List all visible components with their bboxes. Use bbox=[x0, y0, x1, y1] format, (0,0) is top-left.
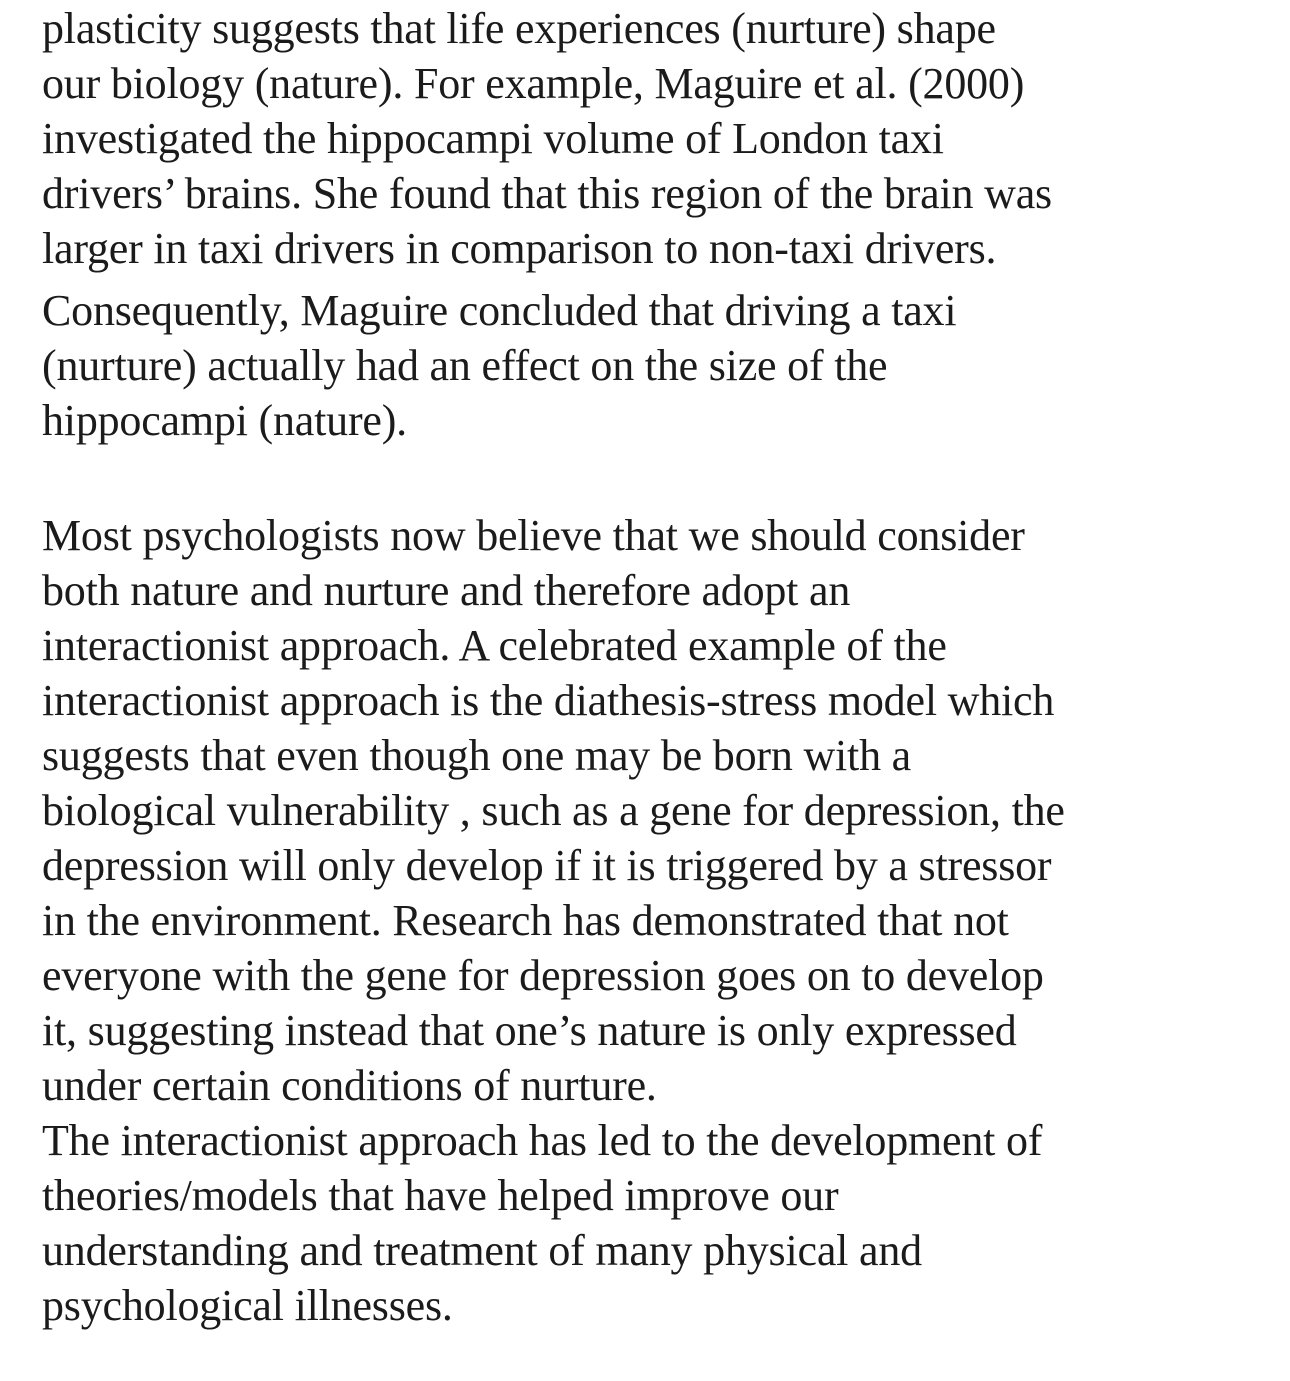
text-line: The interactionist approach has led to the development of bbox=[42, 1116, 1043, 1165]
text-line: drivers’ brains. She found that this region of the brain was bbox=[42, 169, 1052, 218]
text-line: Most psychologists now believe that we should consider bbox=[42, 511, 1025, 560]
text-line: suggests that even though one may be born with a bbox=[42, 731, 912, 780]
text-line: in the environment. Research has demonstrated that not bbox=[42, 896, 1009, 945]
text-line: under certain conditions of nurture. bbox=[42, 1061, 657, 1110]
text-line: psychological illnesses. bbox=[42, 1281, 453, 1330]
text-line: it, suggesting instead that one’s nature is only expressed bbox=[42, 1006, 1017, 1055]
paragraph bbox=[42, 1, 1260, 276]
text-line: understanding and treatment of many physical and bbox=[42, 1226, 922, 1275]
paragraph bbox=[42, 508, 1260, 1113]
text-line: both nature and nurture and therefore adopt an bbox=[42, 566, 851, 615]
text-line: theories/models that have helped improve our bbox=[42, 1171, 839, 1220]
paragraph bbox=[42, 1113, 1260, 1333]
text-line: biological vulnerability , such as a gene for depression, the bbox=[42, 786, 1065, 835]
text-line: Consequently, Maguire concluded that driving a taxi bbox=[42, 286, 957, 335]
text-line: depression will only develop if it is triggered by a stressor bbox=[42, 841, 1052, 890]
text-line: plasticity suggests that life experiences (nurture) shape bbox=[42, 4, 996, 53]
text-line: (nurture) actually had an effect on the size of the bbox=[42, 341, 888, 390]
text-line: our biology (nature). For example, Maguire et al. (2000) bbox=[42, 59, 1025, 108]
text-line: everyone with the gene for depression goes on to develop bbox=[42, 951, 1044, 1000]
paragraph-spacer bbox=[42, 448, 1260, 508]
text-line: interactionist approach is the diathesis-stress model which bbox=[42, 676, 1055, 725]
paragraph bbox=[42, 283, 1260, 448]
text-line: larger in taxi drivers in comparison to non-taxi drivers. bbox=[42, 224, 997, 273]
text-line: interactionist approach. A celebrated example of the bbox=[42, 621, 947, 670]
text-line: hippocampi (nature). bbox=[42, 396, 407, 445]
text-line: investigated the hippocampi volume of London taxi bbox=[42, 114, 944, 163]
